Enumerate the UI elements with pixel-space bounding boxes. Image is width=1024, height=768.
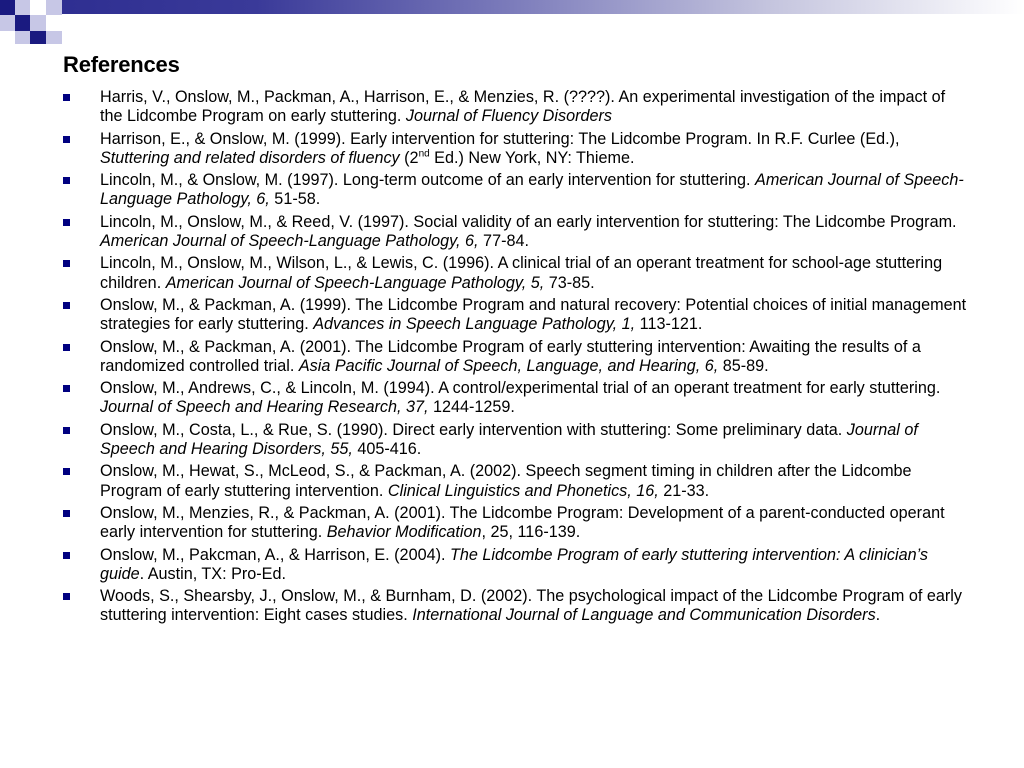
ordinal-superscript: nd xyxy=(418,148,430,160)
reference-item xyxy=(62,213,967,252)
deco-square xyxy=(15,15,30,31)
deco-square xyxy=(46,31,62,44)
reference-item xyxy=(62,88,967,127)
reference-text: Onslow, M., Hewat, S., McLeod, S., & Packman, A. (2002). Speech segment timing in children after the Lidcombe Program of early stuttering intervention. xyxy=(100,462,912,500)
reference-details: Ed.) New York, NY: Thieme. xyxy=(429,148,635,167)
reference-source: Behavior Modification xyxy=(326,523,482,542)
deco-square xyxy=(30,15,46,31)
reference-source: American Journal of Speech-Language Pathology, 6, xyxy=(100,171,964,209)
reference-item xyxy=(62,296,967,335)
reference-text: Harris, V., Onslow, M., Packman, A., Harrison, E., & Menzies, R. (????). An experimental investigation of the impact of the Lidcombe Program on early stuttering. xyxy=(100,88,946,126)
reference-text: Lincoln, M., & Onslow, M. (1997). Long-term outcome of an early intervention for stuttering. xyxy=(100,171,756,190)
slide-title: References xyxy=(63,52,180,77)
deco-square xyxy=(30,31,46,44)
header-band-mask xyxy=(0,14,1024,44)
reference-text: Lincoln, M., Onslow, M., Wilson, L., & Lewis, C. (1996). A clinical trial of an operant treatment for school-age stuttering children. xyxy=(100,254,943,292)
reference-item xyxy=(62,254,967,293)
reference-item xyxy=(62,587,967,626)
deco-square xyxy=(0,15,15,31)
deco-square xyxy=(30,0,46,15)
reference-details: 405-416. xyxy=(352,440,422,459)
reference-text: Onslow, M., Costa, L., & Rue, S. (1990). Direct early intervention with stuttering: Some preliminary data. xyxy=(100,420,847,439)
reference-text: Woods, S., Shearsby, J., Onslow, M., & Burnham, D. (2002). The psychological impact of the Lidcombe Program of early stuttering intervention: Eight cases studies. xyxy=(100,587,962,625)
deco-square xyxy=(15,31,30,44)
reference-item xyxy=(62,338,967,377)
reference-item xyxy=(62,504,967,543)
reference-text: Lincoln, M., Onslow, M., & Reed, V. (1997). Social validity of an early intervention for stuttering: The Lidcombe Program. xyxy=(100,212,957,231)
reference-item xyxy=(62,171,967,210)
reference-details: 1244-1259. xyxy=(428,398,515,417)
deco-square xyxy=(0,0,15,15)
reference-details: 113-121. xyxy=(635,315,703,334)
deco-square xyxy=(46,0,62,15)
reference-text: Onslow, M., Menzies, R., & Packman, A. (2001). The Lidcombe Program: Development of a parent-conducted operant early intervention for stuttering. xyxy=(100,503,945,542)
deco-square xyxy=(15,0,30,15)
reference-source: American Journal of Speech-Language Pathology, 5, xyxy=(165,273,545,292)
deco-square xyxy=(46,15,62,31)
reference-item xyxy=(62,546,967,585)
reference-details: . xyxy=(875,606,881,625)
reference-source: Journal of Speech and Hearing Research, 37, xyxy=(100,398,429,417)
reference-source: American Journal of Speech-Language Pathology, 6, xyxy=(100,232,479,251)
reference-source: Clinical Linguistics and Phonetics, 16, xyxy=(387,481,659,500)
reference-item xyxy=(62,379,967,418)
reference-source: Journal of Speech and Hearing Disorders, 55, xyxy=(100,420,918,459)
header-gradient-band xyxy=(0,0,1024,44)
reference-source: International Journal of Language and Communication Disorders xyxy=(412,606,876,625)
reference-details: 85-89. xyxy=(718,356,769,375)
reference-text: Onslow, M., & Packman, A. (2001). The Lidcombe Program of early stuttering intervention: Awaiting the results of a randomized controlled trial. xyxy=(100,337,921,375)
reference-item xyxy=(62,421,967,460)
deco-square xyxy=(0,31,15,44)
reference-list xyxy=(62,88,967,629)
reference-source: Asia Pacific Journal of Speech, Language, and Hearing, 6, xyxy=(298,356,719,375)
reference-text: Onslow, M., Andrews, C., & Lincoln, M. (1994). A control/experimental trial of an operant treatment for early stuttering. xyxy=(100,379,941,398)
reference-source: Journal of Fluency Disorders xyxy=(405,107,612,126)
reference-details: , 25, 116-139. xyxy=(481,523,581,542)
reference-details: . Austin, TX: Pro-Ed. xyxy=(139,564,286,583)
reference-item xyxy=(62,130,967,169)
reference-details: 73-85. xyxy=(544,273,595,292)
reference-source: Stuttering and related disorders of fluency xyxy=(100,148,400,167)
reference-item xyxy=(62,462,967,501)
reference-source: The Lidcombe Program of early stuttering intervention: A clinician’s guide xyxy=(100,545,929,583)
reference-details: (2 xyxy=(399,148,419,167)
reference-text: Onslow, M., Pakcman, A., & Harrison, E. (2004). xyxy=(100,545,450,564)
reference-details: 21-33. xyxy=(658,481,710,500)
reference-text: Harrison, E., & Onslow, M. (1999). Early intervention for stuttering: The Lidcombe Program. In R.F. Curlee (Ed.), xyxy=(100,129,900,148)
reference-text: Onslow, M., & Packman, A. (1999). The Lidcombe Program and natural recovery: Potential choices of initial management strategies for early stuttering. xyxy=(100,295,967,334)
reference-details: 51-58. xyxy=(269,190,321,209)
reference-details: 77-84. xyxy=(478,232,529,251)
reference-source: Advances in Speech Language Pathology, 1, xyxy=(313,315,636,334)
